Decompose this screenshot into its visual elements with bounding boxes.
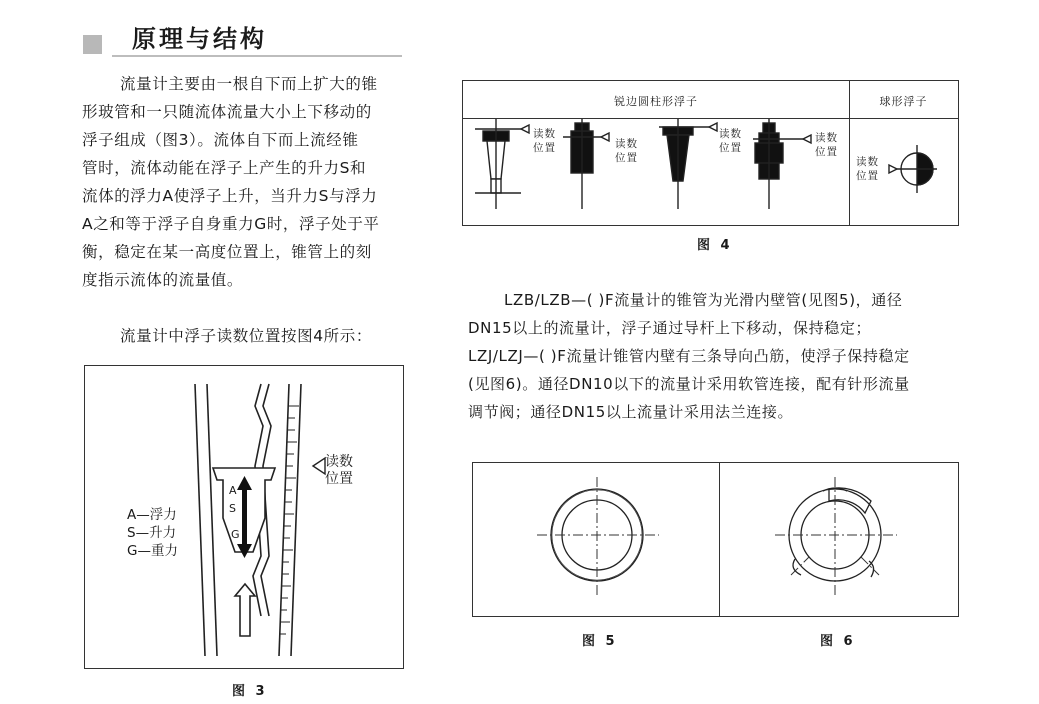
float-letter-a: A [229,484,237,497]
paragraph-line: 衡，稳定在某一高度位置上，锥管上的刻 [82,243,372,261]
header-ball-float: 球形浮子 [879,95,928,108]
reading-label-line: 读数 [815,132,838,144]
paragraph-line: 流体的浮力A使浮子上升，当升力S与浮力 [82,187,378,205]
reading-label-line: 位置 [856,170,879,182]
paragraph-line: DN15以上的流量计，浮子通过导杆上下移动，保持稳定； [468,319,872,337]
paragraph-line: 调节阀；通径DN15以上流量计采用法兰连接。 [468,403,794,421]
reading-label-3 [719,127,742,155]
paragraph-line: 流量计主要由一根自下而上扩大的锥 [120,75,378,93]
reading-label-line: 位置 [815,146,838,158]
paragraph-line: 形玻管和一只随流体流量大小上下移动的 [82,103,372,121]
reading-label-line: 位置 [615,152,638,164]
reading-label-line: 读数 [325,454,353,470]
principle-paragraph [82,70,412,294]
figure-3-frame [84,365,404,669]
tube-cross-sections [473,463,958,616]
legend-buoyancy: A—浮力 [127,507,177,523]
figure-6-caption: 图 6 [820,634,856,649]
paragraph-line: A之和等于浮子自身重力G时，浮子处于平 [82,215,380,233]
reading-label-line: 位置 [533,142,556,154]
fig3-reading-label [325,454,353,488]
paragraph-line: 管时，流体动能在浮子上产生的升力S和 [82,159,367,177]
figure-3-caption: 图 3 [232,684,268,699]
paragraph-line: 度指示流体的流量值。 [82,271,244,289]
header-square-icon [83,35,102,54]
reading-label-line: 读数 [615,138,638,150]
reading-label-5 [856,155,879,183]
figure-4-table [462,80,959,226]
legend-lift: S—升力 [127,525,177,541]
paragraph-line: LZB/LZB—( )F流量计的锥管为光滑内壁管(见图5)，通径 [504,291,903,309]
header-sharp-edge-float: 锐边圆柱形浮子 [614,95,698,108]
section-title: 原理与结构 [132,25,267,53]
float-letter-s: S [229,502,236,515]
paragraph-line: 浮子组成（图3）。流体自下而上流经锥 [82,131,359,149]
header-rule [112,55,402,57]
reading-label-line: 读数 [533,128,556,140]
section-header [80,17,402,57]
figure-4-caption: 图 4 [697,238,733,253]
legend-gravity: G—重力 [127,543,178,559]
reading-label-line: 读数 [719,128,742,140]
float-reading-intro: 流量计中浮子读数位置按图4所示： [120,327,372,345]
figure-5-caption: 图 5 [582,634,618,649]
paragraph-line: (见图6)。通径DN10以下的流量计采用软管连接，配有针形流量 [468,375,910,393]
reading-label-4 [815,131,838,159]
paragraph-line: LZJ/LZJ—( )F流量计锥管内壁有三条导向凸筋，使浮子保持稳定 [468,347,910,365]
reading-label-line: 位置 [325,471,353,487]
reading-label-line: 位置 [719,142,742,154]
reading-label-1 [533,127,556,155]
reading-label-2 [615,137,638,165]
force-legend [127,506,178,560]
structure-paragraph [468,286,968,426]
reading-label-line: 读数 [856,156,879,168]
float-letter-g: G [231,528,240,541]
figure-5-6-frame [472,462,959,617]
